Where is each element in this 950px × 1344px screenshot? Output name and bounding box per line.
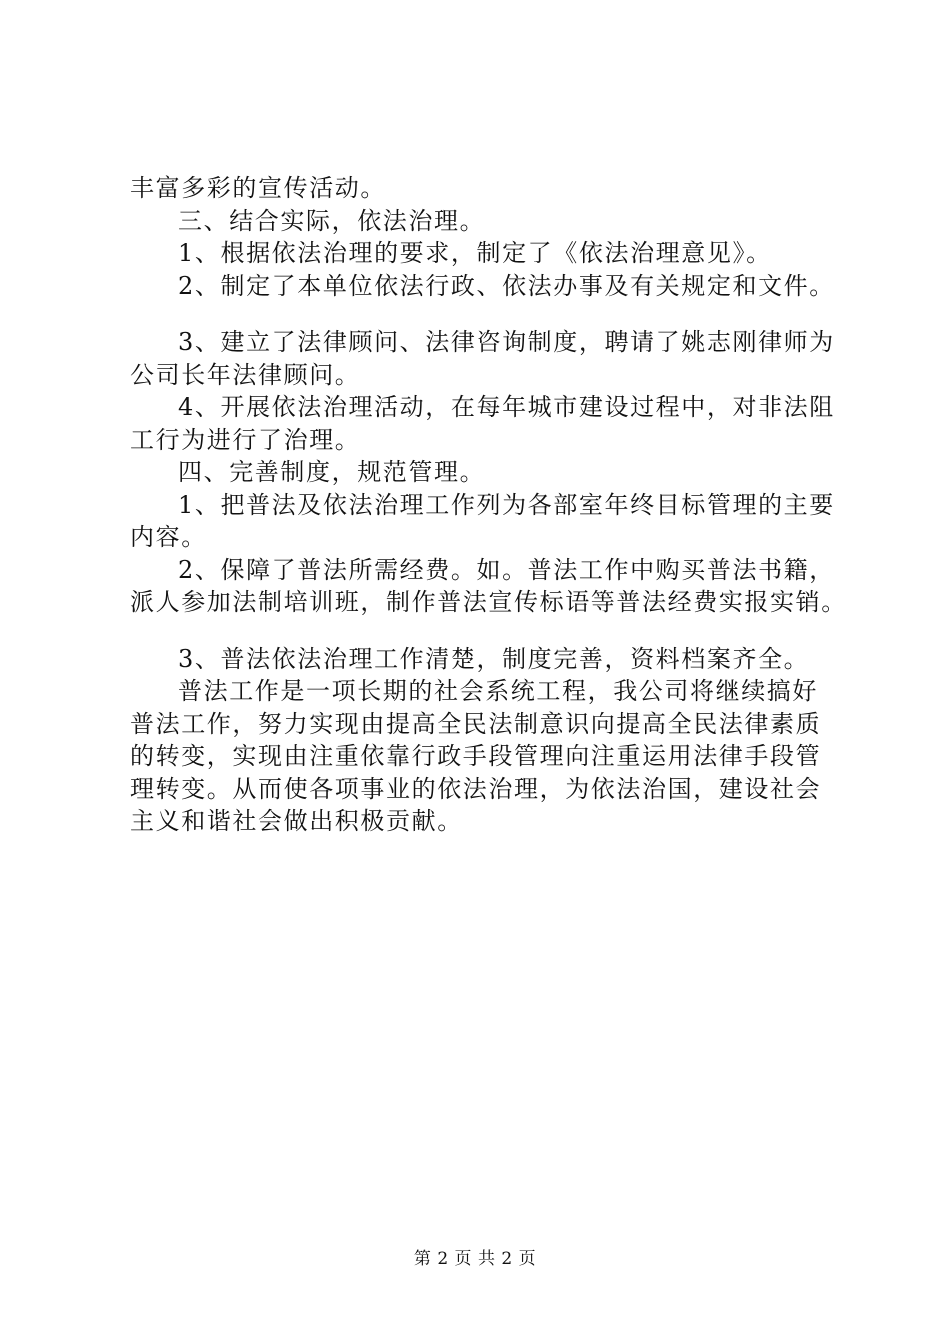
text-line: 公司长年法律顾问。 [130, 360, 361, 389]
list-item: 2、保障了普法所需经费。如。普法工作中购买普法书籍， [178, 555, 835, 584]
list-item: 1、把普法及依法治理工作列为各部室年终目标管理的主要 [178, 490, 835, 519]
paragraph-line: 主义和谐社会做出积极贡献。 [130, 807, 463, 835]
text-line: 丰富多彩的宣传活动。 [130, 174, 386, 202]
section-heading: 四、完善制度，规范管理。 [178, 458, 486, 486]
paragraph-line: 普法工作，努力实现由提高全民法制意识向提高全民法律素质 [130, 709, 822, 738]
paragraph-line: 的转变，实现由注重依靠行政手段管理向注重运用法律手段管 [130, 742, 822, 770]
paragraph-gap [130, 302, 850, 326]
list-item: 2、制定了本单位依法行政、依法办事及有关规定和文件。 [178, 271, 835, 300]
paragraph-line: 普法工作是一项长期的社会系统工程，我公司将继续搞好 [178, 677, 818, 705]
text-line: 工行为进行了治理。 [130, 425, 361, 454]
page-number-footer: 第 2 页 共 2 页 [413, 1249, 537, 1269]
list-item: 3、建立了法律顾问、法律咨询制度，聘请了姚志刚律师为 [178, 328, 835, 356]
section-heading: 三、结合实际，依法治理。 [178, 206, 486, 235]
list-item: 3、普法依法治理工作清楚，制度完善，资料档案齐全。 [178, 644, 810, 673]
paragraph-gap [130, 619, 850, 643]
text-line: 内容。 [130, 523, 207, 551]
text-line: 派人参加法制培训班，制作普法宣传标语等普法经费实报实销。 [130, 588, 847, 616]
list-item: 1、根据依法治理的要求，制定了《依法治理意见》。 [178, 239, 772, 267]
document-body [130, 172, 850, 838]
list-item: 4、开展依法治理活动，在每年城市建设过程中，对非法阻 [178, 393, 835, 421]
paragraph-line: 理转变。从而使各项事业的依法治理，为依法治国，建设社会 [130, 774, 822, 803]
